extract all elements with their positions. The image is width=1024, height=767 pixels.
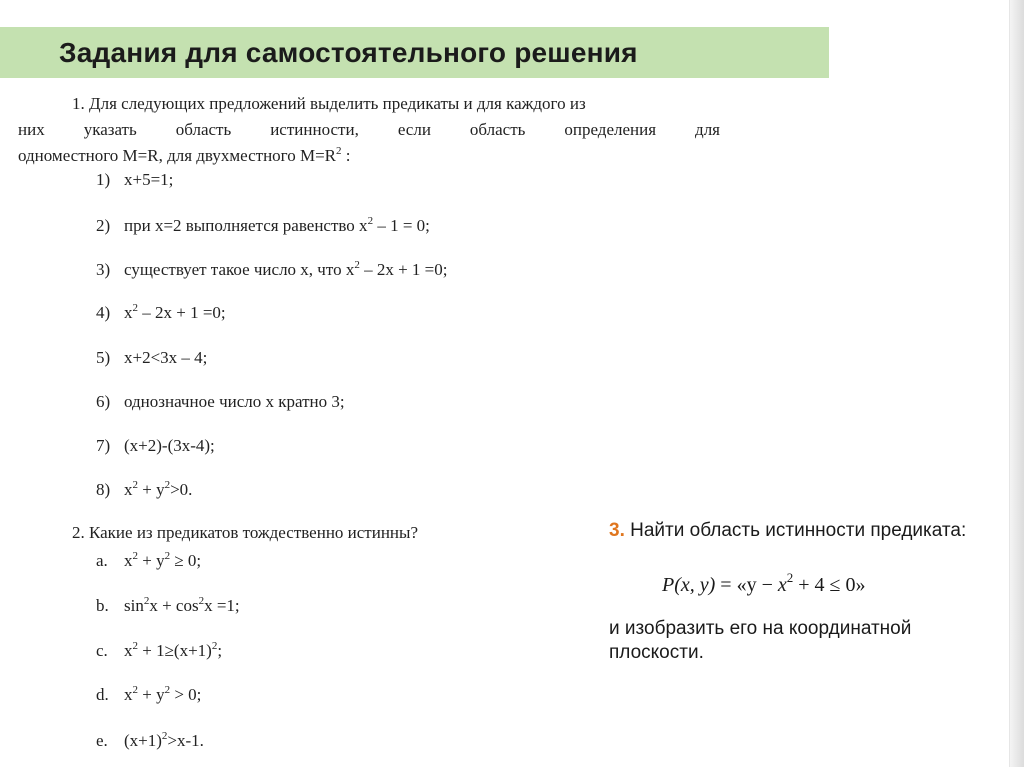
text-segment: при x=2 выполняется равенство x xyxy=(124,216,368,235)
task2-item xyxy=(96,731,204,751)
text-segment: x xyxy=(124,641,133,660)
task1-item xyxy=(96,348,207,368)
superscript: 2 xyxy=(143,595,150,607)
text-segment: + y xyxy=(138,551,165,570)
text-segment: >0. xyxy=(170,480,193,499)
task1-item xyxy=(96,260,447,280)
text-segment: ; xyxy=(217,641,223,660)
task3-text xyxy=(609,519,1009,543)
text-segment: >x-1. xyxy=(167,731,204,750)
task1-line-1-text: 1. Для следующих предложений выделить предикаты и для каждого из xyxy=(72,94,586,113)
text-segment: ≥ 0; xyxy=(170,551,202,570)
superscript: 2 xyxy=(164,684,171,696)
superscript: 2 xyxy=(211,640,218,652)
text-segment: + y xyxy=(138,685,165,704)
task2-item xyxy=(96,596,240,616)
item-number: 2) xyxy=(96,216,111,235)
formula-post: + 4 ≤ 0» xyxy=(793,574,866,596)
task1-item xyxy=(96,436,215,456)
item-number: 3) xyxy=(96,260,111,279)
superscript: 2 xyxy=(132,550,138,562)
superscript: 2 xyxy=(132,479,138,491)
superscript: 2 xyxy=(198,595,205,607)
task1-item xyxy=(96,170,173,190)
task2-heading: 2. Какие из предикатов тождественно истинны? xyxy=(72,523,419,542)
formula-var: x xyxy=(777,574,787,596)
item-number: 7) xyxy=(96,436,111,455)
task1-item xyxy=(96,216,430,236)
formula-pre: y − xyxy=(746,574,778,596)
text-segment: x =1; xyxy=(204,596,240,615)
text-segment: (x+2)-(3x-4); xyxy=(124,436,215,455)
item-number: 4) xyxy=(96,303,111,322)
text-segment: однозначное число x кратно 3; xyxy=(124,392,345,411)
task2-item xyxy=(96,641,222,661)
text-segment: + 1≥(x+1) xyxy=(138,641,212,660)
text-segment: x xyxy=(124,551,133,570)
item-letter: c. xyxy=(96,641,108,660)
text-segment: x+2<3x – 4; xyxy=(124,348,208,367)
task1-item xyxy=(96,392,345,412)
formula-eq: = « xyxy=(715,574,747,596)
item-number: 8) xyxy=(96,480,111,499)
task3-text-b: и изобразить его на координатной плоскости. xyxy=(609,618,912,663)
superscript: 2 xyxy=(164,550,171,562)
task1-line-3 xyxy=(18,146,720,166)
task1-item xyxy=(96,480,192,500)
item-number: 5) xyxy=(96,348,111,367)
item-letter: b. xyxy=(96,596,109,615)
superscript: 2 xyxy=(336,145,342,157)
text-segment: > 0; xyxy=(170,685,202,704)
item-letter: a. xyxy=(96,551,108,570)
text-segment: – 2x + 1 =0; xyxy=(359,260,448,279)
task2-item xyxy=(96,685,201,705)
superscript: 2 xyxy=(132,684,138,696)
text-segment: sin xyxy=(124,596,144,615)
superscript: 2 xyxy=(132,302,138,314)
superscript: 2 xyxy=(164,479,171,491)
text-segment: (x+1) xyxy=(124,731,162,750)
text-segment: x + cos xyxy=(149,596,199,615)
task3-formula xyxy=(662,572,866,598)
formula-lhs: P(x, y) xyxy=(662,574,716,596)
task1-line-2: них указать область истинности, если область определения для xyxy=(18,120,720,139)
text-segment: – 1 = 0; xyxy=(373,216,430,235)
task1-item xyxy=(96,303,226,323)
item-letter: d. xyxy=(96,685,109,704)
formula-exponent: 2 xyxy=(786,570,794,585)
page-edge xyxy=(1009,0,1024,767)
task1-line-3-text: одноместного M=R, для двухместного M=R xyxy=(18,146,337,165)
text-segment: – 2x + 1 =0; xyxy=(138,303,226,322)
item-letter: e. xyxy=(96,731,108,750)
task1-line-1 xyxy=(18,94,720,114)
text-segment: x xyxy=(124,685,133,704)
task3-text-a: Найти область истинности предиката: xyxy=(624,520,967,541)
item-number: 1) xyxy=(96,170,111,189)
page-title: Задания для самостоятельного решения xyxy=(59,37,638,68)
task3-number: 3. xyxy=(609,520,625,541)
task1-line-3-tail: : xyxy=(341,146,351,165)
superscript: 2 xyxy=(132,640,138,652)
text-segment: x+5=1; xyxy=(124,170,174,189)
superscript: 2 xyxy=(161,730,168,742)
text-segment: x xyxy=(124,303,133,322)
superscript: 2 xyxy=(367,215,374,227)
title-bar xyxy=(0,27,829,78)
text-segment: существует такое число x, что x xyxy=(124,260,355,279)
text-segment: x xyxy=(124,480,133,499)
item-number: 6) xyxy=(96,392,111,411)
task2-item xyxy=(96,551,201,571)
text-segment: + y xyxy=(138,480,165,499)
superscript: 2 xyxy=(354,259,360,271)
